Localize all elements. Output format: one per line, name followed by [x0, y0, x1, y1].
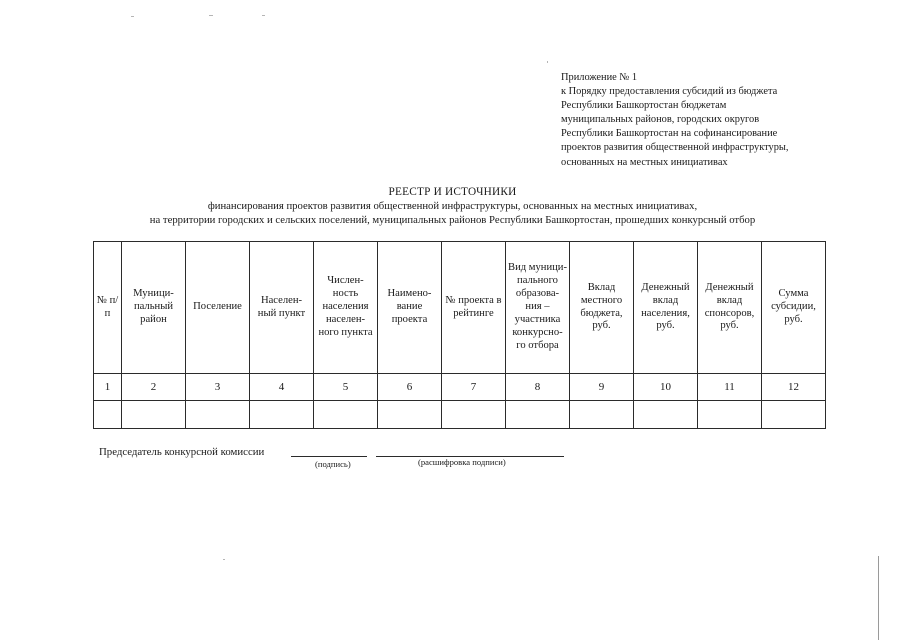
column-number-cell: 10 [634, 374, 698, 401]
table-row [94, 401, 826, 429]
column-number-cell: 7 [442, 374, 506, 401]
empty-cell [442, 401, 506, 429]
registry-table [93, 241, 826, 429]
empty-cell [634, 401, 698, 429]
empty-cell [378, 401, 442, 429]
header-cell: Поселение [186, 242, 250, 374]
appendix-line: муниципальных районов, городских округов [561, 114, 760, 126]
empty-cell [94, 401, 122, 429]
appendix-line: проектов развития общественной инфраструктуры, [561, 142, 789, 154]
empty-cell [506, 401, 570, 429]
column-number-cell: 5 [314, 374, 378, 401]
appendix-line: Республики Башкортостан на софинансирование [561, 128, 778, 140]
empty-cell [570, 401, 634, 429]
header-cell: Денежный вклад спонсоров, руб. [698, 242, 762, 374]
header-cell: Населен- ный пункт [250, 242, 314, 374]
header-cell: Сумма субсидии, руб. [762, 242, 826, 374]
column-number-cell: 4 [250, 374, 314, 401]
column-number-cell: 12 [762, 374, 826, 401]
appendix-line: Приложение № 1 [561, 72, 638, 83]
header-cell: Денежный вклад населения, руб. [634, 242, 698, 374]
appendix-note [561, 71, 861, 170]
column-number-cell: 3 [186, 374, 250, 401]
header-cell: Наимено- вание проекта [378, 242, 442, 374]
column-number-cell: 11 [698, 374, 762, 401]
header-cell: № п/п [94, 242, 122, 374]
header-row [94, 242, 826, 374]
signature-line [291, 456, 367, 457]
empty-cell [186, 401, 250, 429]
empty-cell [762, 401, 826, 429]
appendix-line: Республики Башкортостан бюджетам [561, 100, 727, 112]
column-number-cell: 9 [570, 374, 634, 401]
appendix-line: основанных на местных инициативах [561, 156, 728, 168]
document-subtitle [0, 199, 905, 227]
chairman-label: Председатель конкурсной комиссии [99, 446, 265, 458]
empty-cell [122, 401, 186, 429]
column-number-cell: 2 [122, 374, 186, 401]
header-cell: Вклад местного бюджета, руб. [570, 242, 634, 374]
column-number-row [94, 374, 826, 401]
header-cell: Числен- ность населения населен- ного пункта [314, 242, 378, 374]
signature-caption: (подпись) [315, 459, 351, 469]
column-number-cell: 8 [506, 374, 570, 401]
decryption-caption: (расшифровка подписи) [418, 457, 506, 467]
document-title: РЕЕСТР И ИСТОЧНИКИ [388, 186, 517, 198]
header-cell: № проекта в рейтинге [442, 242, 506, 374]
appendix-line: к Порядку предоставления субсидий из бюджета [561, 86, 778, 98]
header-cell: Муници- пальный район [122, 242, 186, 374]
empty-cell [314, 401, 378, 429]
subtitle-line: финансирования проектов развития общественной инфраструктуры, основанных на местных инициативах, [207, 200, 698, 212]
subtitle-line: на территории городских и сельских поселений, муниципальных районов Республики Башкортостан, прошедших конкурсный отбор [149, 214, 756, 226]
scan-edge-line [878, 556, 879, 640]
header-cell: Вид муници- пального образова- ния – участника конкурсно- го отбора [506, 242, 570, 374]
empty-cell [698, 401, 762, 429]
column-number-cell: 6 [378, 374, 442, 401]
empty-cell [250, 401, 314, 429]
column-number-cell: 1 [94, 374, 122, 401]
